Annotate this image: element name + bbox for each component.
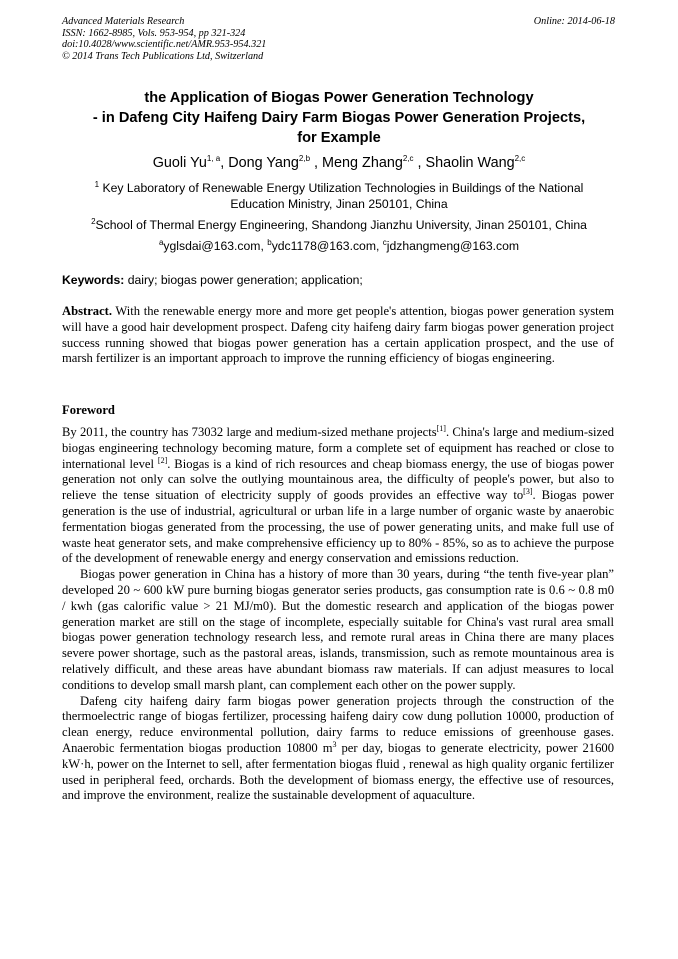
affiliation-text: Key Laboratory of Renewable Energy Utilization Technologies in Buildings of the National Education Ministry, Jinan 250101, China: [102, 181, 584, 211]
section-heading-foreword: Foreword: [62, 403, 115, 417]
email-address[interactable]: yglsdai@163.com: [163, 239, 261, 253]
author-name: Shaolin Wang: [425, 155, 515, 171]
paper-title: [40, 88, 638, 148]
keywords: [62, 273, 363, 287]
email-mark: c: [382, 237, 387, 247]
affiliation-1: [70, 180, 608, 212]
email-separator: ,: [375, 239, 383, 253]
title-line-3: for Example: [297, 130, 381, 146]
superscript: 3: [332, 739, 337, 749]
email-address[interactable]: ydc1178@163.com: [271, 239, 376, 253]
paragraph-text: By 2011, the country has 73032 large and medium-sized methane projects: [62, 425, 437, 439]
journal-header: [62, 16, 266, 62]
email-address[interactable]: jdzhangmeng@163.com: [386, 239, 520, 253]
abstract: [62, 304, 614, 367]
author-affiliation-mark: 2,c: [402, 154, 414, 164]
doi-line: doi:10.4028/www.scientific.net/AMR.953-954.321: [62, 39, 267, 51]
author-separator: ,: [310, 155, 323, 171]
online-date: Online: 2014-06-18: [533, 16, 615, 27]
citation-ref[interactable]: [2]: [157, 455, 168, 465]
author-separator: ,: [413, 155, 426, 171]
paragraph-text: per day, biogas to generate electricity, power 21600 kW·h, power on the Internet to sell, after fermentation biogas fluid , renewal as high quality organic fertilizer used in peripheral feed, orchards. Both the development of biomass energy, the effective use of resources, and improve the environment, realize the sustainable development of aquaculture.: [62, 740, 614, 803]
author-separator: ,: [220, 155, 229, 171]
affiliation-number: 2: [91, 216, 96, 226]
copyright-line: © 2014 Trans Tech Publications Ltd, Switzerland: [62, 50, 264, 62]
issn-line: ISSN: 1662-8985, Vols. 953-954, pp 321-324: [62, 27, 246, 39]
affiliation-text: School of Thermal Energy Engineering, Shandong Jianzhu University, Jinan 250101, China: [95, 218, 587, 232]
affiliation-number: 1: [94, 179, 100, 189]
paragraph-text: Dafeng city haifeng dairy farm biogas power generation projects through the construction of the thermoelectric range of biogas fertilizer, processing haifeng dairy cow dung pollution 10000, production of clean energy, reduce environmental pollution, dairy farms to reduce emissions of greenhouse gases. Anaerobic fermentation biogas production 10800 m: [62, 693, 614, 755]
abstract-text: With the renewable energy more and more get people's attention, biogas power generation system will have a good hair development prospect. Dafeng city haifeng dairy farm biogas power generation project success running showed that biogas power generation has a certain application prospect, and the use of marsh fertilizer is an important approach to improve the running efficiency of biogas engineering.: [62, 304, 614, 366]
email-mark: b: [267, 237, 272, 247]
paragraph-text: . China's large and medium-sized biogas engineering technology becoming mature, form a complete set of equipment has reached or close to international level: [62, 425, 614, 471]
author-emails: [70, 238, 608, 254]
keywords-text: dairy; biogas power generation; application;: [124, 273, 363, 287]
title-line-1: the Application of Biogas Power Generation Technology: [144, 90, 534, 106]
journal-name: Advanced Materials Research: [62, 16, 185, 27]
author-affiliation-mark: 1, a: [206, 154, 221, 164]
author-list: [40, 154, 638, 172]
author-affiliation-mark: 2,c: [514, 154, 526, 164]
email-separator: ,: [260, 239, 268, 253]
affiliation-2: [70, 217, 608, 233]
author-name: Meng Zhang: [322, 155, 403, 171]
paragraph-text: . Biogas is a kind of rich resources and cheap biomass energy, the use of biogas power generation not only can solve the outlying mountainous area, the difficulty of people's power, but also to relieve the tense situation of electricity supply of goods provides an effective way to: [62, 456, 614, 503]
email-mark: a: [158, 237, 164, 247]
abstract-label: Abstract.: [62, 304, 113, 318]
paragraph-1: [62, 425, 614, 567]
paragraph-2: Biogas power generation in China has a history of more than 30 years, during “the tenth five-year plan” developed 20 ~ 600 kW pure burning biogas generator series products, gas consumption rate is 0.6 ~ 0.8 m0 / kwh (gas calorific value > 21 MJ/m0). But the domestic research and application of the biogas power generation market are still on the stage of incomplete, especially suitable for China's vast rural area small biogas power generation technology research less, and remote rural areas in China there are many places severe power shortage, such as the pastoral areas, islands, transmission, such as remote mountainous area is relatively difficult, and these areas have abundant biomass raw materials. If can adjust measures to local conditions to develop small marsh plant, can complement each other on the power supply.: [62, 567, 614, 692]
paragraph-text: . Biogas power generation is the use of industrial, agricultural or urban life in a large number of organic waste by anaerobic fermentation biogas generated from the processing, the use of power generating units, and make full use of waste heat generator sets, and make comprehensive efficiency up to 80% - 85%, so as to achieve the purpose of the development of renewable energy and energy conservation and emissions reduction.: [62, 488, 614, 566]
author-name: Dong Yang: [228, 155, 299, 171]
citation-ref[interactable]: [1]: [436, 423, 446, 433]
citation-ref[interactable]: [3]: [523, 487, 533, 496]
author-affiliation-mark: 2,b: [298, 154, 311, 164]
title-line-2: - in Dafeng City Haifeng Dairy Farm Biogas Power Generation Projects,: [92, 110, 586, 126]
author-name: Guoli Yu: [152, 155, 207, 171]
foreword-body: [62, 425, 614, 804]
keywords-label: Keywords:: [62, 273, 125, 287]
paragraph-3: [62, 694, 614, 805]
